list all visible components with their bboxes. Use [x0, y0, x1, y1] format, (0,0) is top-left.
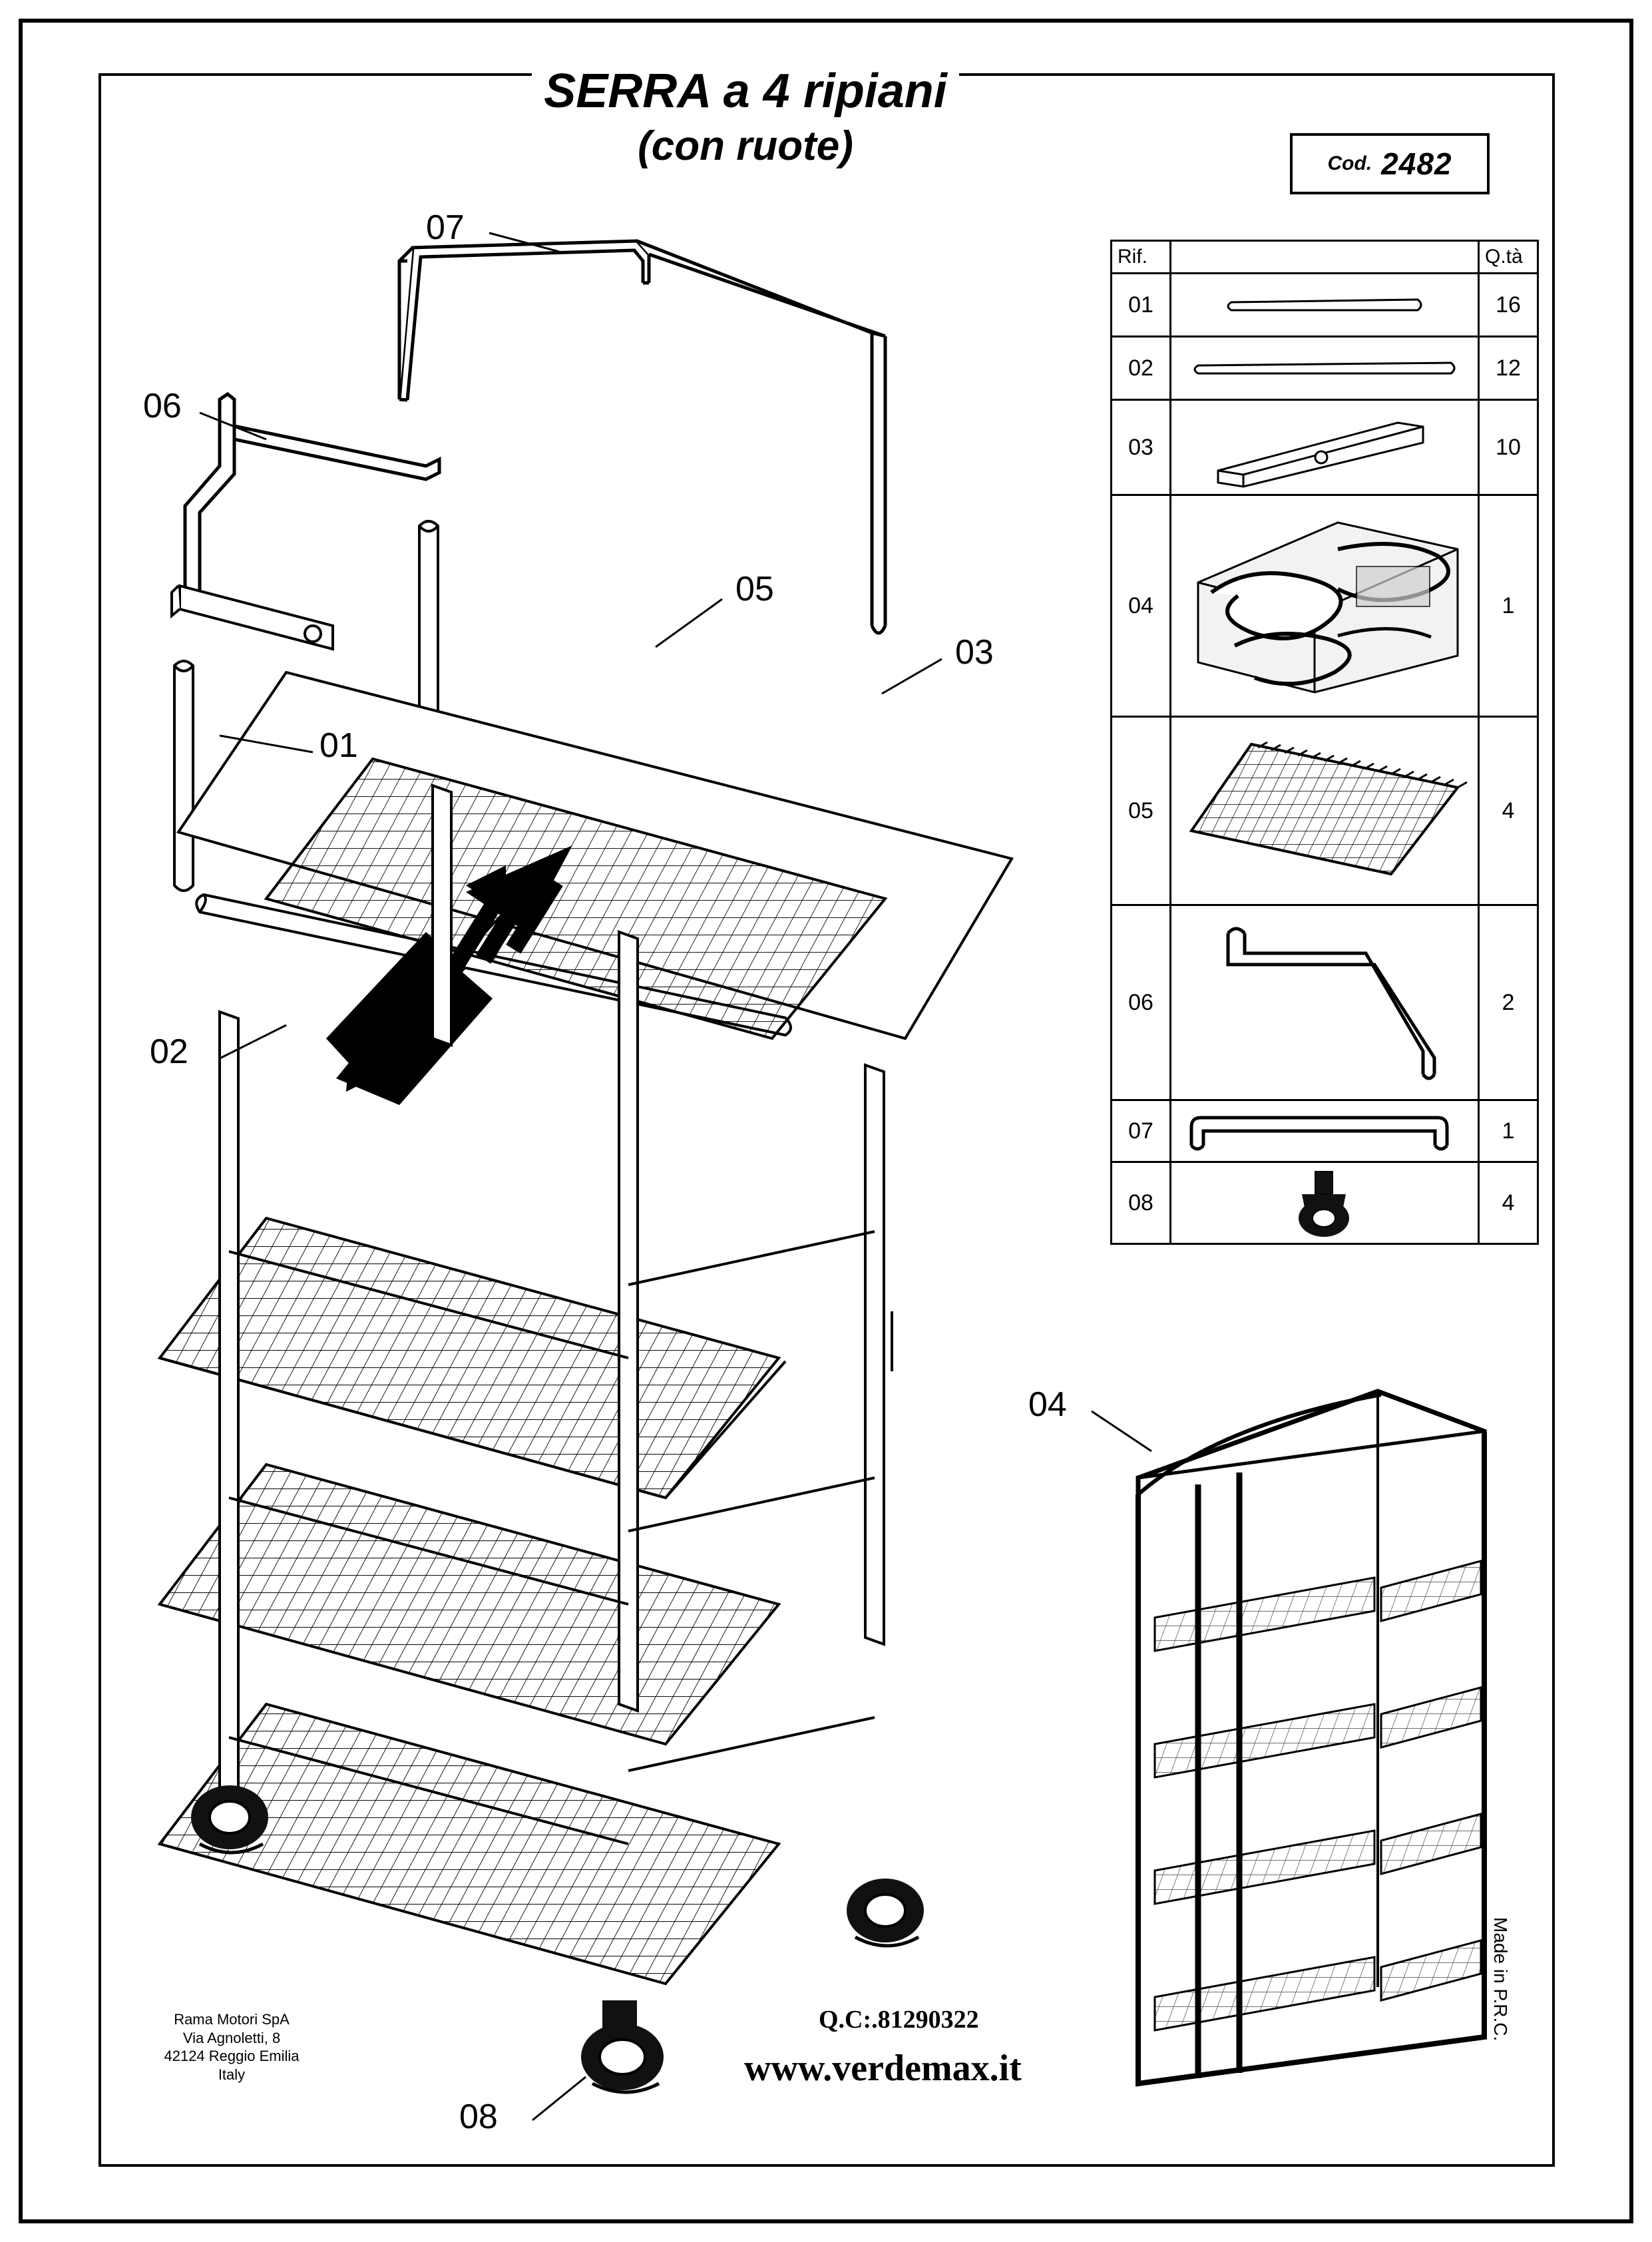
company-street: Via Agnoletti, 8	[182, 2029, 281, 2046]
website-url[interactable]: www.verdemax.it	[744, 2048, 1022, 2089]
parts-list-table	[1110, 240, 1539, 1245]
row-ref-06: 06	[1112, 905, 1171, 1100]
row-qty-03: 10	[1479, 400, 1538, 495]
table-header-row	[1112, 241, 1538, 274]
table-row	[1112, 1162, 1538, 1244]
callout-02: 02	[150, 1032, 188, 1071]
row-qty-02: 12	[1479, 337, 1538, 400]
table-row	[1112, 495, 1538, 717]
callout-06: 06	[143, 387, 182, 425]
callout-03: 03	[955, 633, 994, 672]
page-title: SERRA a 4 ripiani	[532, 67, 959, 117]
row-ref-07: 07	[1112, 1100, 1171, 1162]
callout-05: 05	[735, 570, 774, 608]
row-ref-02: 02	[1112, 337, 1171, 400]
callout-07: 07	[426, 208, 465, 247]
row-qty-05: 4	[1479, 717, 1538, 905]
made-in-label: Made in P.R.C.	[1490, 1917, 1511, 2042]
table-row	[1112, 1100, 1538, 1162]
long-tube-icon	[1171, 337, 1479, 400]
product-code-label: Cod.	[1327, 152, 1372, 174]
top-handle-bar-icon	[1171, 1100, 1479, 1162]
header-qty: Q.tà	[1479, 241, 1538, 274]
header-ref: Rif.	[1112, 241, 1171, 274]
table-row	[1112, 905, 1538, 1100]
folded-pvc-cover-icon	[1171, 495, 1479, 717]
product-code-box	[1290, 133, 1490, 194]
table-row	[1112, 337, 1538, 400]
manufacturer-address	[132, 2010, 331, 2084]
row-qty-04: 1	[1479, 495, 1538, 717]
callout-04: 04	[1028, 1385, 1067, 1424]
wire-shelf-icon	[1171, 717, 1479, 905]
caster-wheel-icon	[1171, 1162, 1479, 1244]
row-qty-06: 2	[1479, 905, 1538, 1100]
header-image	[1171, 241, 1479, 274]
company-country: Italy	[218, 2066, 246, 2083]
top-corner-bracket-icon	[1171, 905, 1479, 1100]
company-name: Rama Motori SpA	[174, 2011, 290, 2028]
callout-01: 01	[319, 726, 358, 765]
table-row	[1112, 274, 1538, 337]
callout-08: 08	[459, 2098, 498, 2136]
row-qty-07: 1	[1479, 1100, 1538, 1162]
row-ref-05: 05	[1112, 717, 1171, 905]
row-qty-08: 4	[1479, 1162, 1538, 1244]
row-ref-08: 08	[1112, 1162, 1171, 1244]
row-ref-01: 01	[1112, 274, 1171, 337]
title-block	[413, 67, 1078, 169]
table-row	[1112, 717, 1538, 905]
table-row	[1112, 400, 1538, 495]
row-ref-03: 03	[1112, 400, 1171, 495]
shelf-support-bar-icon	[1171, 400, 1479, 495]
row-ref-04: 04	[1112, 495, 1171, 717]
row-qty-01: 16	[1479, 274, 1538, 337]
short-tube-icon	[1171, 274, 1479, 337]
company-city: 42124 Reggio Emilia	[164, 2048, 300, 2064]
qc-code: Q.C:.81290322	[819, 2006, 979, 2034]
page-subtitle: (con ruote)	[638, 122, 853, 169]
product-code-value: 2482	[1381, 146, 1452, 181]
